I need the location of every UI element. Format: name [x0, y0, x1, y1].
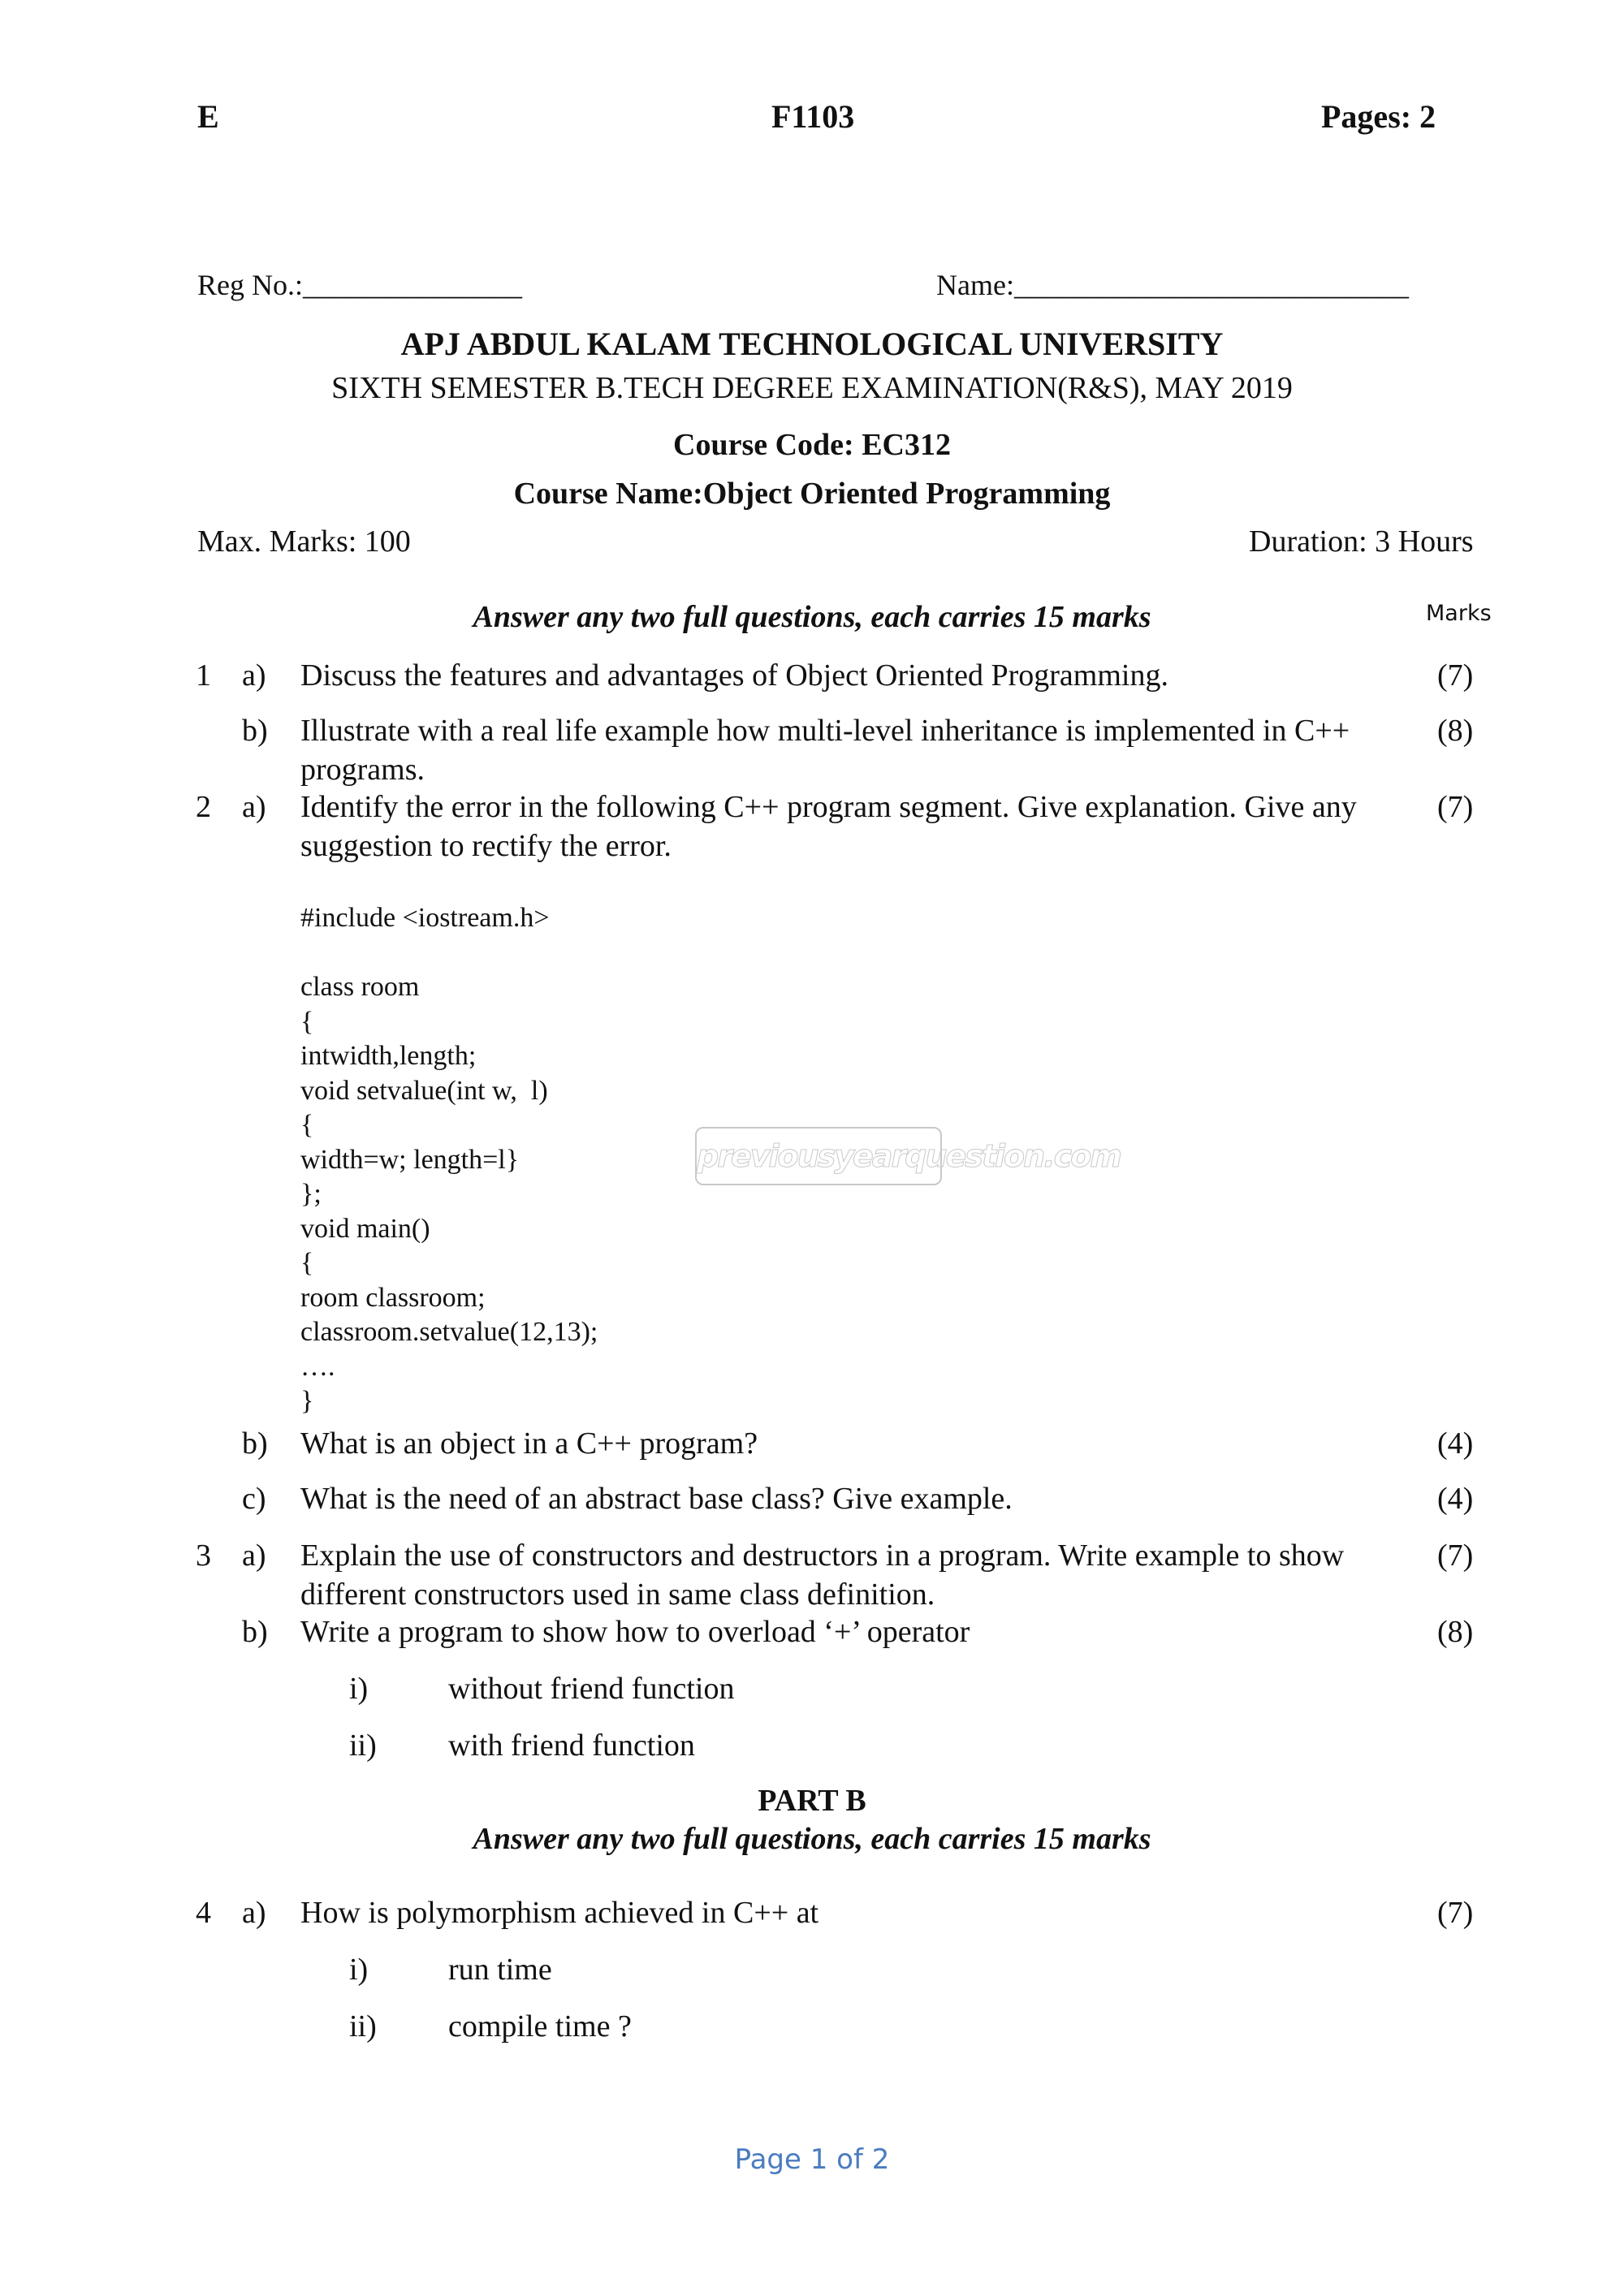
question-text: Illustrate with a real life example how multi-level inheritance is implemented in C++ programs.: [300, 714, 1350, 787]
paper-series: E: [197, 98, 219, 135]
question-label: b): [242, 1615, 268, 1649]
question-text: What is the need of an abstract base class? Give example.: [300, 1482, 1013, 1516]
marks-column-label: Marks: [1426, 601, 1492, 626]
max-marks: Max. Marks: 100: [197, 524, 411, 559]
code-line: width=w; length=l}: [300, 1144, 520, 1175]
code-line: void main(): [300, 1213, 430, 1244]
question-label: c): [242, 1482, 266, 1516]
sub-question-number: i): [349, 1672, 369, 1706]
part-b-title: PART B: [758, 1784, 866, 1818]
code-block: [300, 901, 598, 1419]
name-field: Name:___________________________: [936, 269, 1409, 301]
code-line: {: [300, 1006, 314, 1037]
code-line: {: [300, 1248, 314, 1278]
question-label: a): [242, 790, 266, 824]
part-b-instruction: Answer any two full questions, each carries 15 marks: [473, 1822, 1151, 1856]
duration: Duration: 3 Hours: [1249, 524, 1474, 559]
exam-title: SIXTH SEMESTER B.TECH DEGREE EXAMINATION(R&S), MAY 2019: [331, 371, 1293, 405]
question-marks: (7): [1437, 790, 1474, 824]
question-number: 4: [196, 1896, 211, 1930]
question-marks: (7): [1437, 1539, 1474, 1573]
code-line: ….: [300, 1351, 335, 1382]
sub-question-text: with friend function: [448, 1728, 695, 1763]
question-label: b): [242, 1426, 268, 1461]
question-text: How is polymorphism achieved in C++ at: [300, 1896, 819, 1930]
code-line: [300, 936, 598, 971]
question-text: Explain the use of constructors and destructors in a program. Write example to show different constructors used in same class definition.: [300, 1539, 1345, 1612]
code-line: {: [300, 1110, 314, 1140]
watermark: previousyearquestion.com: [695, 1127, 942, 1185]
page-footer: Page 1 of 2: [734, 2143, 890, 2176]
question-marks: (4): [1437, 1482, 1474, 1516]
code-line: room classroom;: [300, 1282, 486, 1313]
course-code: Course Code: EC312: [673, 428, 951, 462]
question-marks: (7): [1437, 658, 1474, 693]
sub-question-number: i): [349, 1953, 369, 1987]
question-text: Write a program to show how to overload ‘+’ operator: [300, 1615, 970, 1649]
question-label: a): [242, 1896, 266, 1930]
reg-no-field: Reg No.:_______________: [197, 269, 522, 301]
page-count: Pages: 2: [1321, 98, 1436, 135]
paper-code: F1103: [771, 98, 855, 135]
question-text: Discuss the features and advantages of Object Oriented Programming.: [300, 658, 1168, 693]
question-number: 3: [196, 1539, 211, 1573]
question-number: 2: [196, 790, 211, 824]
code-line: };: [300, 1179, 322, 1209]
question-marks: (8): [1437, 714, 1474, 748]
question-text: What is an object in a C++ program?: [300, 1426, 758, 1461]
sub-question-number: ii): [349, 1728, 377, 1763]
code-line: class room: [300, 972, 420, 1002]
code-line: intwidth,length;: [300, 1041, 477, 1071]
course-name: Course Name:Object Oriented Programming: [513, 477, 1111, 511]
sub-question-number: ii): [349, 2009, 377, 2044]
question-text: Identify the error in the following C++ program segment. Give explanation. Give any suggestion to rectify the error.: [300, 790, 1357, 863]
code-line: void setvalue(int w, l): [300, 1075, 548, 1106]
question-marks: (4): [1437, 1426, 1474, 1461]
question-label: a): [242, 658, 266, 693]
code-line: #include <iostream.h>: [300, 903, 550, 933]
question-label: a): [242, 1539, 266, 1573]
question-marks: (7): [1437, 1896, 1474, 1930]
sub-question-text: without friend function: [448, 1672, 735, 1706]
sub-question-text: run time: [448, 1953, 552, 1987]
question-marks: (8): [1437, 1615, 1474, 1649]
sub-question-text: compile time ?: [448, 2009, 632, 2044]
code-line: }: [300, 1386, 314, 1416]
question-label: b): [242, 714, 268, 748]
question-number: 1: [196, 658, 211, 693]
code-line: classroom.setvalue(12,13);: [300, 1317, 598, 1347]
part-a-instruction: Answer any two full questions, each carries 15 marks: [473, 600, 1151, 634]
university-name: APJ ABDUL KALAM TECHNOLOGICAL UNIVERSITY: [400, 326, 1224, 362]
